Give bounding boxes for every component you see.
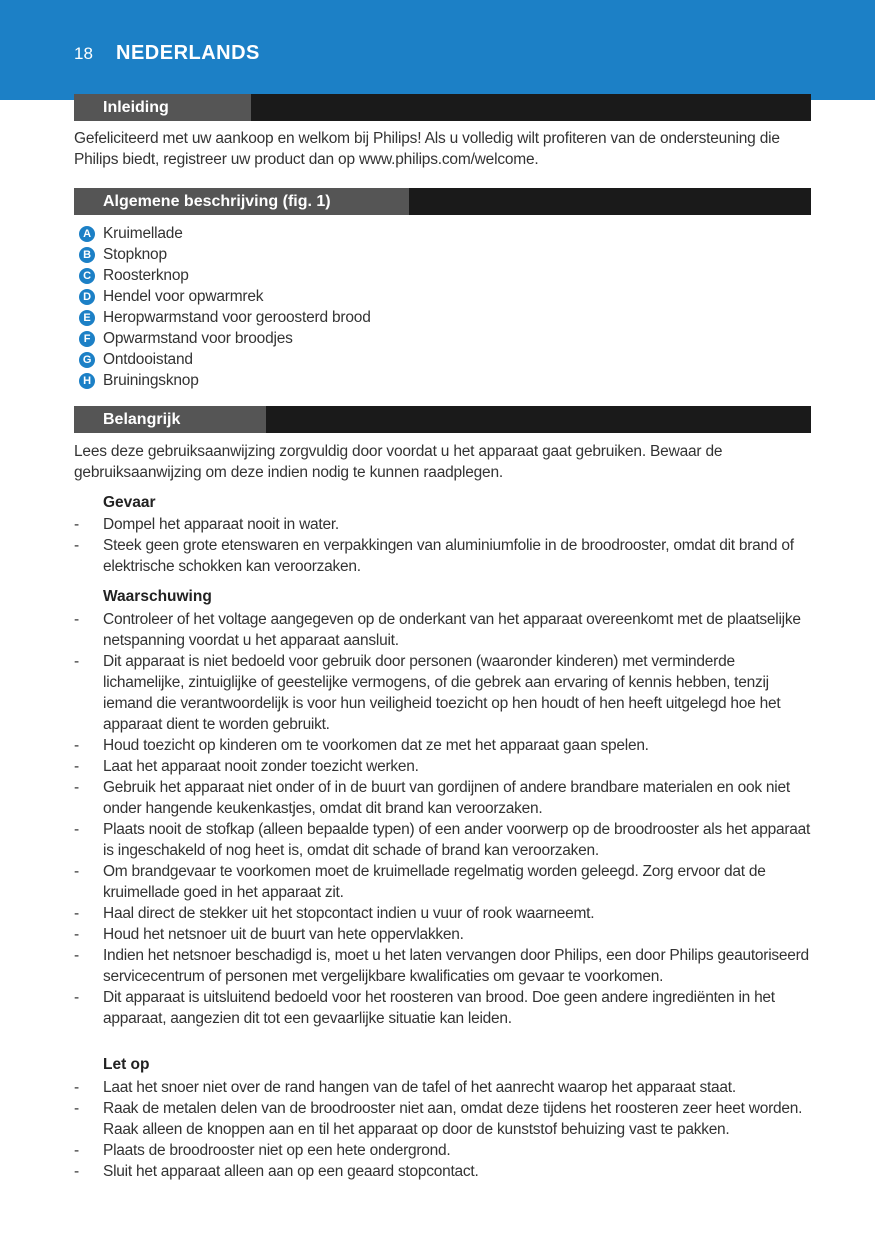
part-letter-badge: C xyxy=(79,268,95,284)
warning-item: - Gebruik het apparaat niet onder of in de buurt van gordijnen of andere brandbare materialen en ook niet onder hangende keukenkastjes, omdat dit brand kan veroorzaken. xyxy=(74,777,814,819)
part-letter-badge: G xyxy=(79,352,95,368)
warning-heading: Waarschuwing xyxy=(103,588,212,605)
caution-heading: Let op xyxy=(103,1056,150,1073)
part-item xyxy=(79,244,371,265)
part-item xyxy=(79,307,371,328)
part-label: Roosterknop xyxy=(103,266,189,284)
part-item xyxy=(79,328,371,349)
part-label: Bruiningsknop xyxy=(103,371,199,389)
warning-item: - Dit apparaat is niet bedoeld voor gebruik door personen (waaronder kinderen) met verminderde lichamelijke, zintuiglijke of geestelijke vermogens, of die gebrek aan ervaring of kennis hebben, tenzij iemand die verantwoordelijk is voor hun veiligheid toezicht op hen houdt of hen heeft uitgelegd hoe het apparaat dient te worden gebruikt. xyxy=(74,651,814,735)
part-label: Ontdooistand xyxy=(103,350,193,368)
section-title: Inleiding xyxy=(74,94,251,121)
part-label: Opwarmstand voor broodjes xyxy=(103,329,293,347)
warning-item: - Plaats nooit de stofkap (alleen bepaalde typen) of een ander voorwerp op de broodrooster als het apparaat is ingeschakeld of nog heet is, omdat dit schade of brand kan veroorzaken. xyxy=(74,819,814,861)
caution-item: - Raak de metalen delen van de broodrooster niet aan, omdat deze tijdens het roosteren zeer heet worden. Raak alleen de knoppen aan en til het apparaat op door de kunststof behuizing vast te pakken. xyxy=(74,1098,814,1140)
danger-item: - Dompel het apparaat nooit in water. xyxy=(74,514,814,535)
warning-item: - Laat het apparaat nooit zonder toezicht werken. xyxy=(74,756,814,777)
caution-item: - Sluit het apparaat alleen aan op een geaard stopcontact. xyxy=(74,1161,814,1182)
section-title: Algemene beschrijving (fig. 1) xyxy=(74,188,409,215)
caution-item: - Laat het snoer niet over de rand hangen van de tafel of het aanrecht waarop het apparaat staat. xyxy=(74,1077,814,1098)
warning-item: - Controleer of het voltage aangegeven op de onderkant van het apparaat overeenkomt met de plaatselijke netspanning voordat u het apparaat aansluit. xyxy=(74,609,814,651)
page-number: 18 xyxy=(74,44,93,63)
part-item xyxy=(79,370,371,391)
part-label: Kruimellade xyxy=(103,224,183,242)
part-item xyxy=(79,265,371,286)
warning-item: - Indien het netsnoer beschadigd is, moet u het laten vervangen door Philips, een door Philips geautoriseerd servicecentrum of personen met vergelijkbare kwalificaties om gevaar te voorkomen. xyxy=(74,945,814,987)
part-label: Stopknop xyxy=(103,245,167,263)
caution-item: - Plaats de broodrooster niet op een hete ondergrond. xyxy=(74,1140,814,1161)
section-header-important xyxy=(74,406,811,433)
section-title: Belangrijk xyxy=(74,406,266,433)
part-letter-badge: F xyxy=(79,331,95,347)
warning-item: - Houd toezicht op kinderen om te voorkomen dat ze met het apparaat gaan spelen. xyxy=(74,735,814,756)
part-letter-badge: D xyxy=(79,289,95,305)
part-label: Heropwarmstand voor geroosterd brood xyxy=(103,308,371,326)
section-header-description xyxy=(74,188,811,215)
danger-heading: Gevaar xyxy=(103,494,156,511)
part-letter-badge: B xyxy=(79,247,95,263)
language-title: NEDERLANDS xyxy=(116,42,260,64)
part-item xyxy=(79,286,371,307)
part-item xyxy=(79,349,371,370)
caution-list xyxy=(74,1077,814,1182)
danger-list xyxy=(74,514,814,577)
header-bar xyxy=(0,0,875,100)
parts-list xyxy=(79,223,371,391)
section-header-intro xyxy=(74,94,811,121)
part-letter-badge: H xyxy=(79,373,95,389)
part-item xyxy=(79,223,371,244)
warning-item: - Dit apparaat is uitsluitend bedoeld voor het roosteren van brood. Doe geen andere ingrediënten in het apparaat, aangezien dit tot een gevaarlijke situatie kan leiden. xyxy=(74,987,814,1029)
warning-item: - Haal direct de stekker uit het stopcontact indien u vuur of rook waarneemt. xyxy=(74,903,814,924)
important-intro: Lees deze gebruiksaanwijzing zorgvuldig door voordat u het apparaat gaat gebruiken. Bewaar de gebruiksaanwijzing om deze indien nodig te kunnen raadplegen. xyxy=(74,443,723,481)
part-label: Hendel voor opwarmrek xyxy=(103,287,264,305)
warning-item: - Houd het netsnoer uit de buurt van hete oppervlakken. xyxy=(74,924,814,945)
part-letter-badge: A xyxy=(79,226,95,242)
warning-list xyxy=(74,609,814,1029)
danger-item: - Steek geen grote etenswaren en verpakkingen van aluminiumfolie in de broodrooster, omdat dit brand of elektrische schokken kan veroorzaken. xyxy=(74,535,814,577)
intro-text: Gefeliciteerd met uw aankoop en welkom bij Philips! Als u volledig wilt profiteren van de ondersteuning die Philips biedt, registreer uw product dan op www.philips.com/welcome. xyxy=(74,130,780,168)
warning-item: - Om brandgevaar te voorkomen moet de kruimellade regelmatig worden geleegd. Zorg ervoor dat de kruimellade goed in het apparaat zit. xyxy=(74,861,814,903)
part-letter-badge: E xyxy=(79,310,95,326)
